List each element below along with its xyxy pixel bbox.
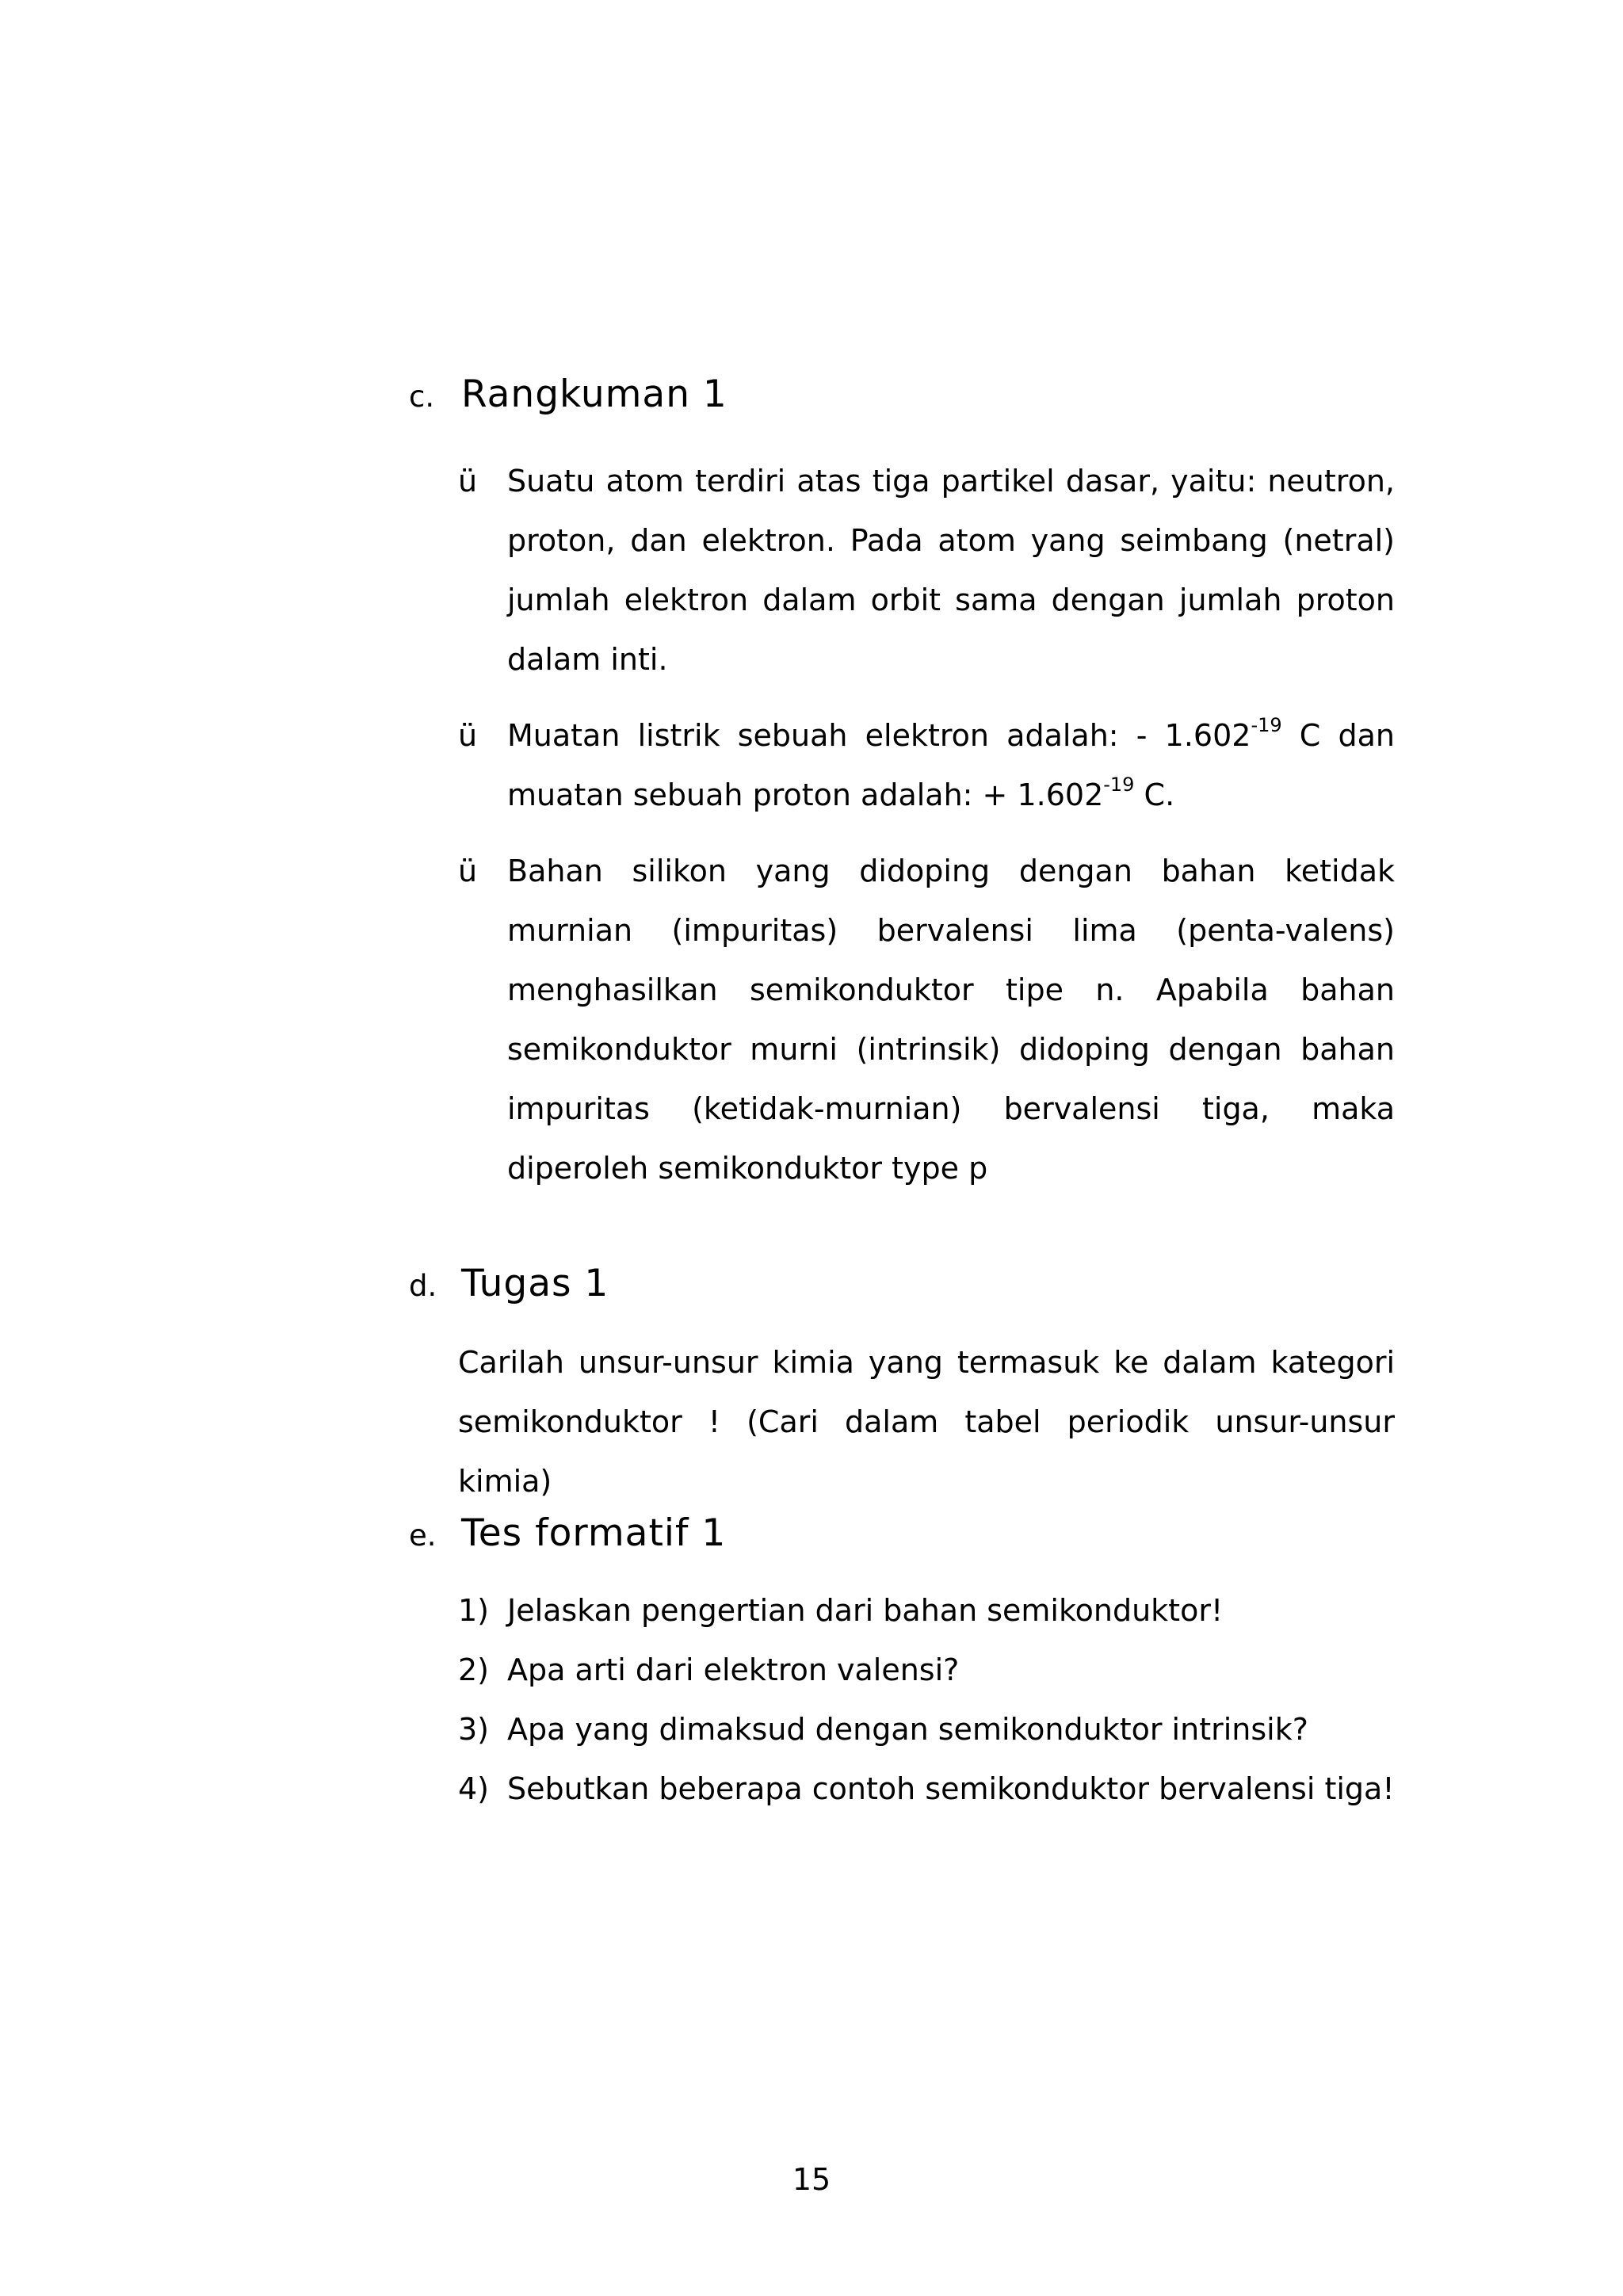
summary-text: Muatan listrik sebuah elektron adalah: - $1.602^{-19}$ C dan muatan sebuah proton adalah: + $1.602^{-19}$ C. (507, 714, 1395, 812)
question-text: Apa arti dari elektron valensi? (507, 1652, 960, 1687)
question-number: 4) (458, 1771, 490, 1806)
section-d-heading (409, 1262, 609, 1305)
section-title: Tugas 1 (461, 1262, 609, 1305)
section-title: Rangkuman 1 (461, 372, 727, 416)
question-text: Jelaskan pengertian dari bahan semikonduktor! (507, 1593, 1224, 1628)
list-item (458, 1759, 1395, 1819)
list-item (458, 1581, 1395, 1641)
section-title: Tes formatif 1 (461, 1511, 727, 1555)
question-number: 2) (458, 1652, 490, 1687)
task-text: Carilah unsur-unsur kimia yang termasuk ke dalam kategori semikonduktor ! (Cari dalam tabel periodik unsur-unsur kimia) (458, 1345, 1395, 1499)
section-c-heading (409, 372, 727, 416)
list-item (458, 842, 1395, 1198)
question-number: 3) (458, 1712, 490, 1747)
section-letter: d. (409, 1269, 437, 1303)
question-text: Apa yang dimaksud dengan semikonduktor intrinsik? (507, 1712, 1308, 1747)
section-letter: c. (409, 380, 435, 414)
check-bullet-icon: ü (458, 464, 478, 499)
section-e-heading (409, 1511, 726, 1555)
exponent: -19 (1103, 774, 1135, 796)
list-item (458, 706, 1395, 825)
section-letter: e. (409, 1519, 437, 1553)
summary-list (458, 452, 1395, 1215)
question-text: Sebutkan beberapa contoh semikonduktor bervalensi tiga! (507, 1771, 1395, 1806)
list-item (458, 1700, 1395, 1759)
summary-text: Suatu atom terdiri atas tiga partikel dasar, yaitu: neutron, proton, dan elektron. Pada atom yang seimbang (netral) jumlah elektron dalam orbit sama dengan jumlah proton dalam inti. (507, 464, 1395, 677)
check-bullet-icon: ü (458, 718, 478, 753)
question-number: 1) (458, 1593, 490, 1628)
question-list (458, 1581, 1395, 1819)
check-bullet-icon: ü (458, 854, 478, 888)
page-number: 15 (792, 2162, 831, 2197)
summary-text: Bahan silikon yang didoping dengan bahan ketidak murnian (impuritas) bervalensi lima (penta-valens) menghasilkan semikonduktor tipe n. Apabila bahan semikonduktor murni (intrinsik) didoping dengan bahan impuritas (ketidak-murnian) bervalensi tiga, maka diperoleh semikonduktor type p (507, 854, 1395, 1186)
list-item (458, 452, 1395, 690)
list-item (458, 1641, 1395, 1700)
exponent: -19 (1251, 714, 1282, 736)
